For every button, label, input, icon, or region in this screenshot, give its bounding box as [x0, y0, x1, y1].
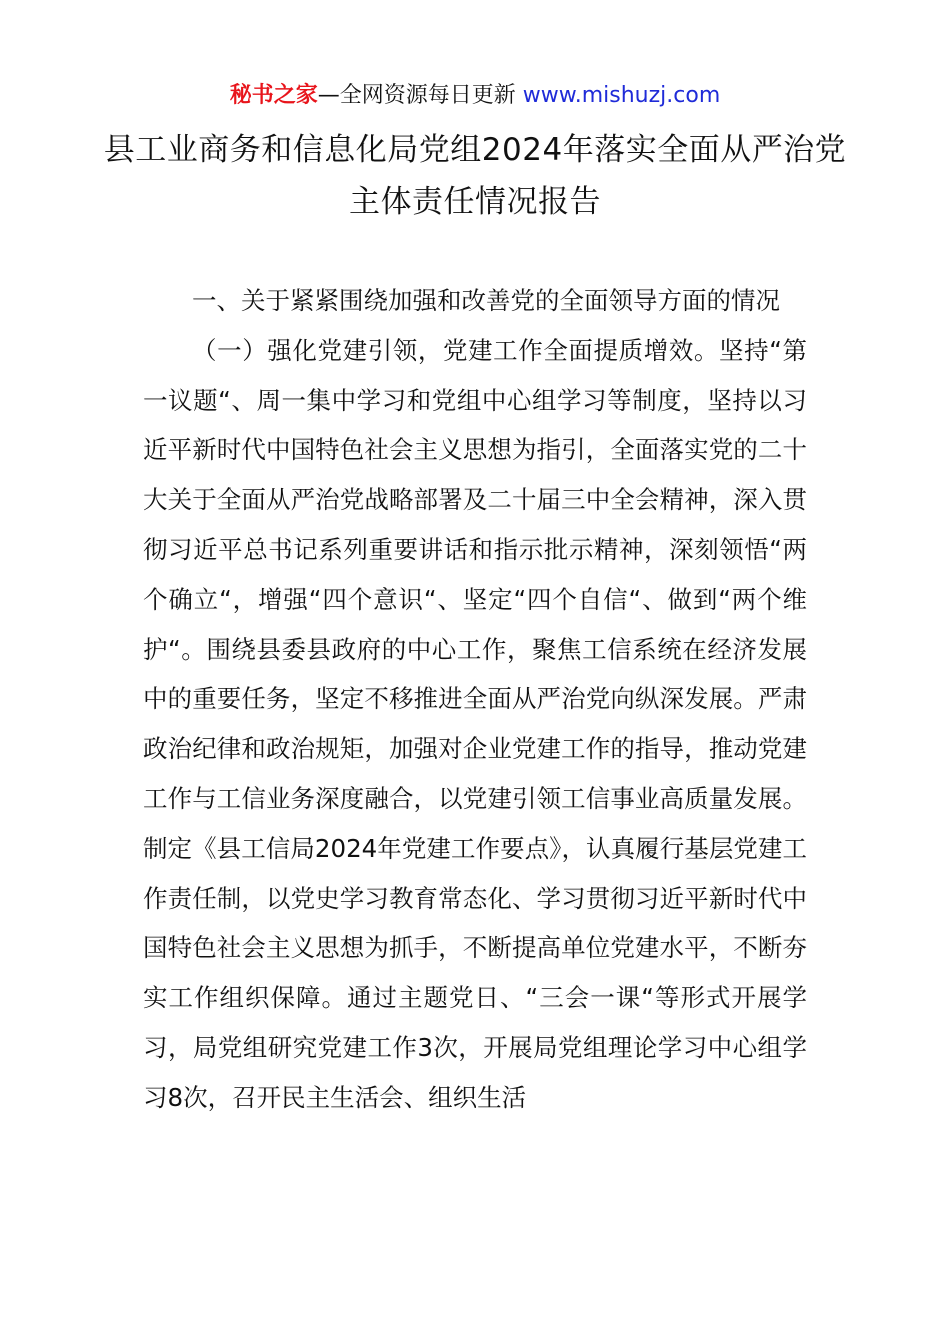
site-tagline: —全网资源每日更新 — [317, 83, 523, 108]
body-paragraph: （一）强化党建引领，党建工作全面提质增效。坚持“第一议题“、周一集中学习和党组中心组学习等制度，坚持以习近平新时代中国特色社会主义思想为指引，全面落实党的二十大关于全面从严治党战略部署及二十届三中全会精神，深入贯彻习近平总书记系列重要讲话和指示批示精神，深刻领悟“两个确立“，增强“四个意识“、坚定“四个自信“、做到“两个维护“。围绕县委县政府的中心工作，聚焦工信系统在经济发展中的重要任务，坚定不移推进全面从严治党向纵深发展。严肃政治纪律和政治规矩，加强对企业党建工作的指导，推动党建工作与工信业务深度融合，以党建引领工信事业高质量发展。制定《县工信局2024年党建工作要点》，认真履行基层党建工作责任制，以党史学习教育常态化、学习贯彻习近平新时代中国特色社会主义思想为抓手，不断提高单位党建水平，不断夯实工作组织保障。通过主题党日、“三会一课“等形式开展学习，局党组研究党建工作3次，开展局党组理论学习中心组学习8次，召开民主生活会、组织生活 — [143, 335, 807, 1112]
section-heading: 一、关于紧紧围绕加强和改善党的全面领导方面的情况 — [192, 286, 780, 315]
site-url-link[interactable]: www.mishuzj.com — [522, 83, 721, 108]
document-body — [143, 276, 807, 1123]
site-header — [0, 80, 950, 112]
document-title: 县工业商务和信息化局党组2024年落实全面从严治党主体责任情况报告 — [103, 132, 847, 220]
site-brand: 秘书之家 — [229, 83, 318, 108]
